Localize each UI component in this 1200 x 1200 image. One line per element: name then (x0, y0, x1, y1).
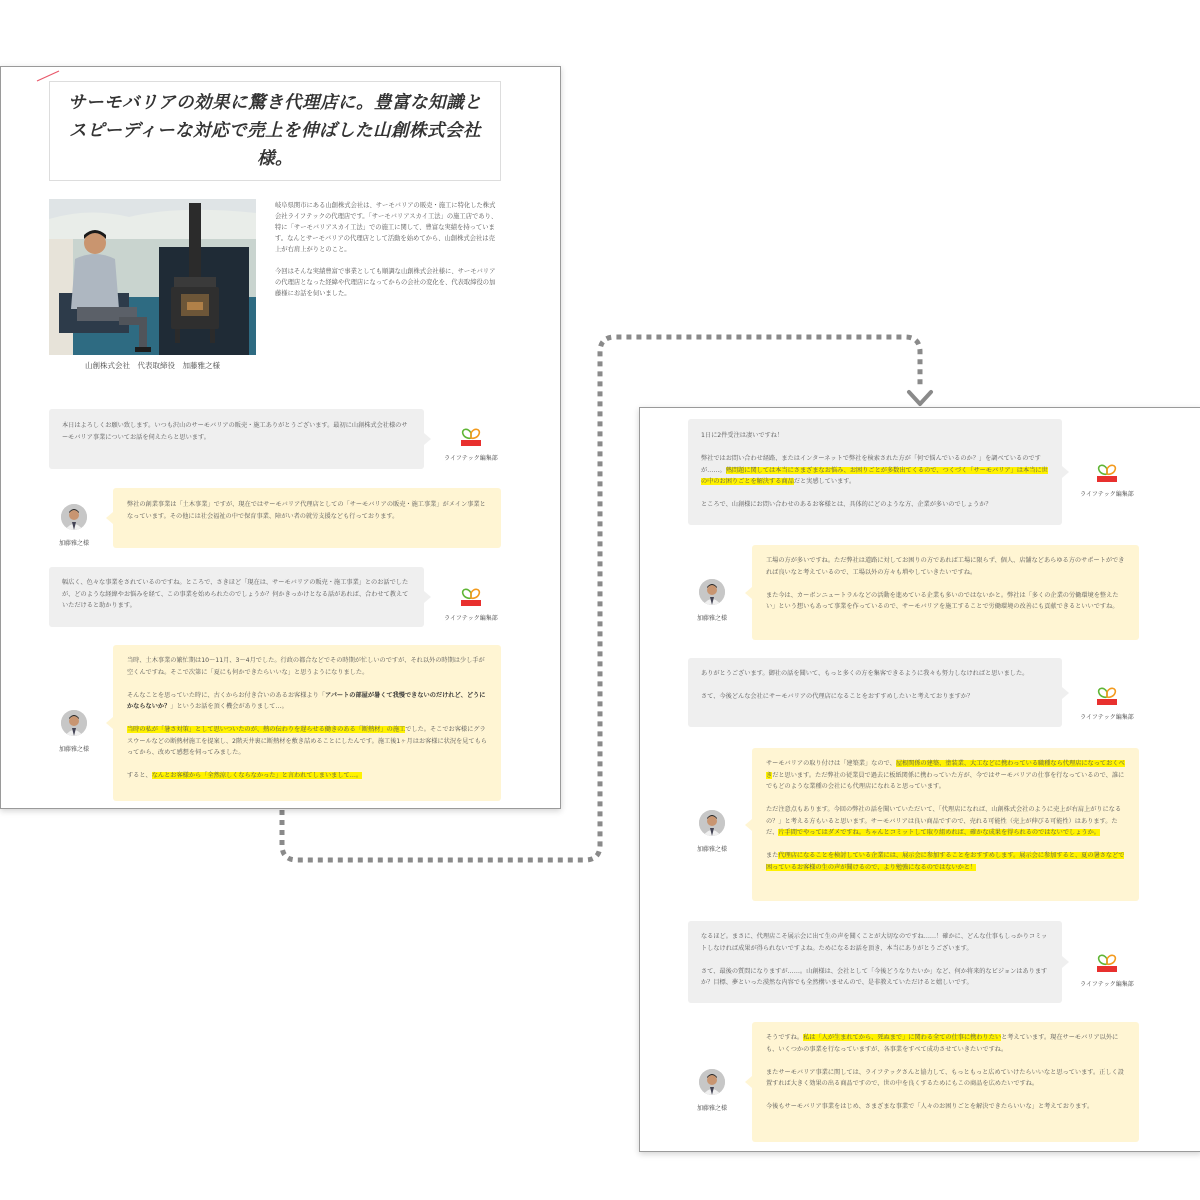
editor-question-bubble (49, 567, 424, 627)
editor-question-bubble (49, 409, 424, 469)
avatar (61, 504, 87, 530)
lifetech-logo-icon (1096, 953, 1118, 973)
bubble-text: 本日はよろしくお願い致します。いつも沢山のサーモバリアの販売・施工ありがとうございます。最初に山創株式会社様のサーモバリア事業についてお話を伺えたらと思います。 (62, 422, 408, 441)
article-page-1 (0, 66, 561, 809)
speaker-name: 加藤雅之様 (696, 1105, 727, 1112)
avatar (699, 579, 725, 605)
editor-speaker (1077, 686, 1137, 721)
bubble-text: 今後もサーモバリア事業をはじめ、さまざまな事業で「人々のお困りごとを解決できたらいいな」と考えております。 (766, 1103, 1094, 1110)
bubble-text: ところで、山創様にお問い合わせのあるお客様とは、具体的にどのような方、企業が多いのでしょうか？ (701, 501, 992, 508)
interviewee-photo (49, 199, 256, 355)
editor-speaker (441, 587, 501, 622)
article-page-2 (639, 407, 1200, 1152)
speaker-name: ライフテック編集部 (1080, 491, 1134, 498)
bubble-text: また今は、カーボンニュートラルなどの活動を進めている企業も多いのではないかと。弊社は「多くの企業の労働環境を整えたい」という想いもあって事業を作っているので、サーモバリアを施工することで労働環境の改善にも貢献できるといいですね。 (766, 591, 1119, 610)
bubble-text: 当時の私が「暑さ対策」として思いついたのが、熱の伝わりを遅らせる働きのある「断熱材」の施工でした。そこでお客様にグラスウールなどの断熱材施工を提案し、2階天井裏に断熱材を敷き詰めることにしたんです。施工後1ヶ月はお客様に状況を見てもらってから、改めて感想を伺ってみました。 (127, 726, 487, 756)
bubble-text: また代理店になることを検討している企業には、展示会に参加することをおすすめします。展示会に参加すると、夏の暑さなどで困っているお客様の生の声が聞けるので、より勉強になるのではないかと！ (766, 852, 1125, 871)
interviewee-speaker (44, 504, 104, 547)
interviewee-answer-bubble (752, 1022, 1139, 1142)
speaker-name: ライフテック編集部 (444, 455, 498, 462)
photo-caption: 山創株式会社 代表取締役 加藤雅之様 (85, 361, 220, 370)
editor-question-bubble (688, 419, 1062, 525)
bubble-text: そんなことを思っていた時に、古くからお付き合いのあるお客様より「アパートの部屋が暑くて我慢できないのだけれど、どうにかならないか？」というお話を頂く機会がありまして…。 (127, 691, 486, 710)
lifetech-logo-icon (460, 587, 482, 607)
bubble-text: なるほど。まさに、代理店こそ展示会に出て生の声を聞くことが大切なのですね……！確かに、どんな仕事もしっかりコミットしなければ成果が得られないですよね。ためになるお話を頂き、本当にありがとうございます。 (701, 933, 1048, 952)
intro-paragraph: 今回はそんな実績豊富で事業としても順調な山創株式会社様に、サーモバリアの代理店となった経緯や代理店になってからの会社の変化を、代表取締役の加藤様にお話を伺いました。 (275, 268, 496, 297)
bubble-text: サーモバリアの取り付けは「建築業」なので、屋根関係の建築、塗装業、大工などに携わっている職種なら代理店になっておくべきだと思います。ただ弊社の従業員で過去に板紙関係に携わっていた方が、今ではサーモバリアの仕事を行なっているので、誰にでもどのような業種の会社にも代理店になれると思っています。 (766, 760, 1125, 790)
speaker-name: 加藤雅之様 (58, 746, 89, 753)
lifetech-logo-icon (460, 427, 482, 447)
lifetech-logo-icon (1096, 686, 1118, 706)
editor-question-bubble (688, 658, 1062, 727)
interviewee-speaker (682, 1069, 742, 1112)
interviewee-answer-bubble (752, 545, 1139, 640)
speaker-name: 加藤雅之様 (696, 846, 727, 853)
bubble-text: ただ注意点もあります。今回の弊社の話を聞いていただいて、「代理店になれば、山創株式会社のように売上が右肩上がりになるの？」と考える方もいると思います。サーモバリアは良い商品ですので、売れる可能性（売上が伸びる可能性）はあります。ただ、片手間でやってはダメですね。ちゃんとコミットして取り組めれば、確かな成果を得られるのではないでしょうか。 (766, 806, 1122, 836)
speaker-name: 加藤雅之様 (58, 540, 89, 547)
speaker-name: 加藤雅之様 (696, 615, 727, 622)
intro-paragraph: 岐阜県関市にある山創株式会社は、サーモバリアの販売・施工に特化した株式会社ライフテックの代理店です。「サーモバリアスカイ工法」の施工店であり、特に「サーモバリアスカイ工法」での施工に関して、豊富な実績を持っています。なんとサーモバリアの代理店として活動を始めてから、山創株式会社は売上が右肩上がりとのこと。 (275, 202, 498, 253)
avatar (61, 710, 87, 736)
interviewee-speaker (44, 710, 104, 753)
bubble-text: 工場の方が多いですね。ただ弊社は道路に対してお困りの方であれば工場に限らず、個人、店舗などあらゆる方のサポートができれば良いなと考えているので、工場以外の方々も増やしていきたいですね。 (766, 557, 1125, 576)
editor-speaker (1077, 463, 1137, 498)
editor-speaker (1077, 953, 1137, 988)
bubble-text: 弊社の創業事業は「土木事業」ですが、現在ではサーモバリア代理店としての「サーモバリアの販売・施工事業」がメイン事業となっています。その他には社会福祉の中で保育事業、障がい者の就労支援なども行っております。 (127, 501, 486, 520)
article-title-box (49, 81, 501, 181)
avatar (699, 810, 725, 836)
editor-speaker (441, 427, 501, 462)
interviewee-answer-bubble (113, 488, 501, 548)
bubble-text: 1日に2件受注は凄いですね！ (701, 432, 784, 439)
bubble-text: そうですね。私は「人が生まれてから、死ぬまで」に関わる全ての仕事に携わりたいと考えています。現在サーモバリア以外にも、いくつかの事業を行なっていますが、各事業をすべて成功させていきたいですね。 (766, 1034, 1119, 1053)
article-intro (275, 200, 499, 310)
editor-question-bubble (688, 921, 1062, 1003)
interviewee-answer-bubble (113, 645, 501, 801)
avatar (699, 1069, 725, 1095)
bubble-text: 当時、土木事業の繁忙期は10〜11月、3〜4月でした。行政の都合などでその時期が忙しいのですが、それ以外の時期は少し手が空くんですね。そこで次第に「夏にも何かできたらいいな」と思うようになりました。 (127, 657, 485, 676)
bubble-text: 弊社ではお問い合わせ経路、またはインターネットで弊社を検索された方が「何で悩んでいるのか？」を調べているのですが……。熱問題に関しては本当にさまざまなお悩み、お困りごとが多数出てくるので、つくづく「サーモバリア」は本当に世の中のお困りごとを解決する商品だと実感しています。 (701, 455, 1048, 485)
bubble-text: すると、なんとお客様から「全然涼しくならなかった」と言われてしまいまして…。 (127, 772, 363, 779)
bubble-text: 幅広く、色々な事業をされているのですね。ところで、さきほど「現在は、サーモバリアの販売・施工事業」とのお話でしたが、どのような経緯やお悩みを経て、この事業を始められたのでしょうか？何かきっかけとなる話があれば、合わせて教えていただけると助かります。 (62, 579, 409, 609)
interviewee-speaker (682, 579, 742, 622)
interviewee-answer-bubble (752, 748, 1139, 901)
bubble-text: さて、今後どんな会社にサーモバリアの代理店になることをおすすめしたいと考えておりますか？ (701, 693, 974, 700)
article-title: サーモバリアの効果に驚き代理店に。豊富な知識とスピーディーな対応で売上を伸ばした山創株式会社様。 (68, 93, 482, 169)
speaker-name: ライフテック編集部 (1080, 981, 1134, 988)
bubble-text: ありがとうございます。御社の話を聞いて、もっと多くの方を集客できるように我々も努力しなければと思いました。 (701, 670, 1029, 677)
speaker-name: ライフテック編集部 (444, 615, 498, 622)
bubble-text: さて、最後の質問になりますが……。山創様は、会社として「今後どうなりたいか」など、何か将来的なビジョンはありますか？目標、夢といった漠然な内容でも全然構いませんので、是非教えていただけると嬉しいです。 (701, 967, 1048, 986)
bubble-text: またサーモバリア事業に関しては、ライフテックさんと協力して、もっともっと広めていけたらいいなと思っています。正しく設置すれば大きく効果の出る商品ですので、世の中を良くするためにもこの商品を広めたいですね。 (766, 1068, 1124, 1087)
interviewee-speaker (682, 810, 742, 853)
speaker-name: ライフテック編集部 (1080, 714, 1134, 721)
lifetech-logo-icon (1096, 463, 1118, 483)
